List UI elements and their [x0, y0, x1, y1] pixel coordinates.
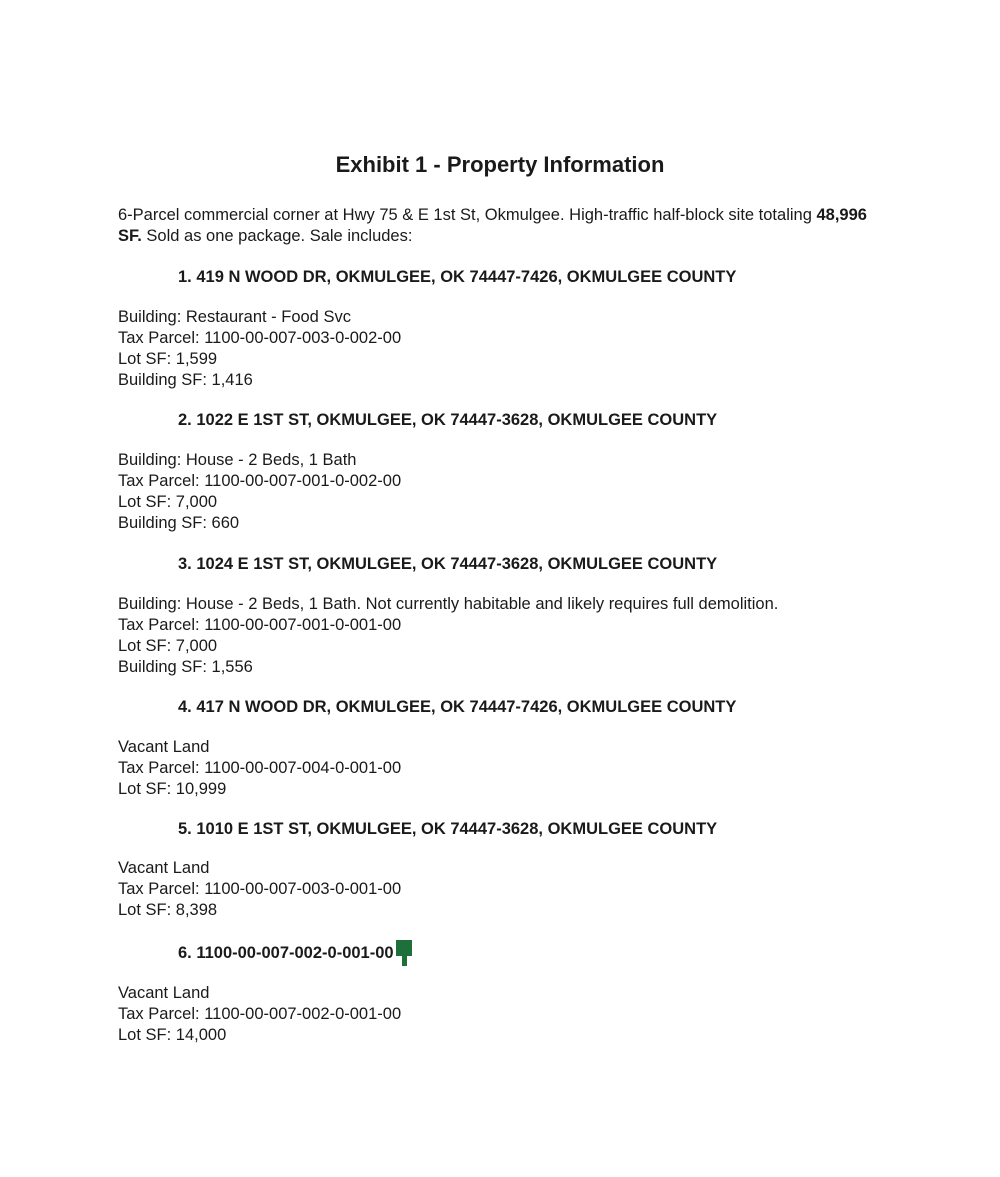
parcel-tax-id: Tax Parcel: 1100-00-007-003-0-002-00 [118, 329, 402, 347]
parcel-heading-4: 4. 417 N WOOD DR, OKMULGEE, OK 74447-7426, OKMULGEE COUNTY [178, 698, 737, 716]
parcel-lot-sf: Lot SF: 7,000 [118, 637, 218, 655]
parcel-lot-sf: Lot SF: 1,599 [118, 350, 218, 368]
parcel-tax-id: Tax Parcel: 1100-00-007-002-0-001-00 [118, 1005, 402, 1023]
parcel-building-sf: Building SF: 1,416 [118, 371, 253, 389]
parcel-heading-6-text: 6. 1100-00-007-002-0-001-00 [178, 944, 394, 962]
parcel-lot-sf: Lot SF: 14,000 [118, 1026, 227, 1044]
page-title: Exhibit 1 - Property Information [335, 152, 665, 177]
parcel-building: Vacant Land [118, 859, 210, 877]
parcel-tax-id: Tax Parcel: 1100-00-007-001-0-002-00 [118, 472, 402, 490]
parcel-details-1 [118, 307, 401, 391]
intro-paragraph [118, 205, 888, 247]
parcel-tax-id: Tax Parcel: 1100-00-007-004-0-001-00 [118, 759, 402, 777]
total-square-footage: 48,996 SF. [118, 206, 867, 245]
parcel-details-3 [118, 594, 778, 678]
parcel-lot-sf: Lot SF: 7,000 [118, 493, 218, 511]
map-pin-icon[interactable] [396, 940, 412, 966]
parcel-building: Vacant Land [118, 738, 210, 756]
parcel-heading-1: 1. 419 N WOOD DR, OKMULGEE, OK 74447-7426, OKMULGEE COUNTY [178, 268, 737, 286]
parcel-building: Vacant Land [118, 984, 210, 1002]
parcel-tax-id: Tax Parcel: 1100-00-007-003-0-001-00 [118, 880, 402, 898]
parcel-lot-sf: Lot SF: 8,398 [118, 901, 218, 919]
parcel-building: Building: Restaurant - Food Svc [118, 308, 351, 326]
parcel-building: Building: House - 2 Beds, 1 Bath. Not currently habitable and likely requires full demolition. [118, 595, 779, 613]
parcel-details-6 [118, 983, 401, 1046]
parcel-lot-sf: Lot SF: 10,999 [118, 780, 227, 798]
parcel-building: Building: House - 2 Beds, 1 Bath [118, 451, 357, 469]
parcel-heading-3: 3. 1024 E 1ST ST, OKMULGEE, OK 74447-3628, OKMULGEE COUNTY [178, 555, 718, 573]
parcel-building-sf: Building SF: 660 [118, 514, 240, 532]
intro-text: 6-Parcel commercial corner at Hwy 75 & E 1st St, Okmulgee. High-traffic half-block site totaling [118, 206, 817, 224]
parcel-building-sf: Building SF: 1,556 [118, 658, 253, 676]
parcel-heading-6 [178, 940, 412, 966]
parcel-tax-id: Tax Parcel: 1100-00-007-001-0-001-00 [118, 616, 402, 634]
parcel-details-4 [118, 737, 401, 800]
parcel-heading-5: 5. 1010 E 1ST ST, OKMULGEE, OK 74447-3628, OKMULGEE COUNTY [178, 820, 718, 838]
parcel-details-2 [118, 450, 401, 534]
parcel-heading-2: 2. 1022 E 1ST ST, OKMULGEE, OK 74447-3628, OKMULGEE COUNTY [178, 411, 718, 429]
parcel-details-5 [118, 858, 401, 921]
intro-text-end: Sold as one package. Sale includes: [141, 227, 413, 245]
